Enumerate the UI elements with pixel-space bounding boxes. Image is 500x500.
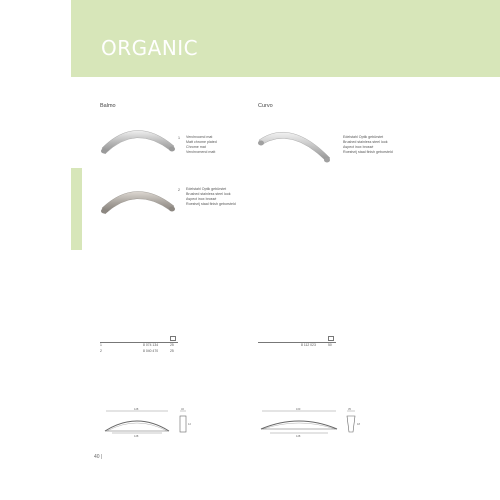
balmo-chrome-handle-image (98, 118, 178, 164)
table-cell: 25 (170, 349, 174, 353)
variant-description: Verchroomd mat Matt chrome plated Chrome mat Verchromend matt (186, 135, 217, 154)
section-title: ORGANIC (101, 36, 199, 60)
variant-number: 2 (178, 188, 180, 192)
section-header-band (71, 0, 500, 77)
table-cell: 8 112 023 (301, 343, 316, 347)
curvo-handle-image (255, 120, 335, 166)
table-cell: 25 (170, 343, 174, 347)
balmo-steel-handle-image (98, 180, 178, 226)
page-number: 40 | (94, 454, 103, 460)
dim-height-label: 12 (188, 423, 191, 426)
dim-length-label: 128 (134, 408, 139, 411)
dim-width-label: 128 (296, 435, 301, 438)
order-table-balmo (100, 333, 178, 359)
box-icon (328, 336, 334, 341)
variant-description: Edelstahl Optik gebürstet Brushed stainless steel look Aspect inox brossé Roestvrij staal finish geborsteld (186, 187, 236, 206)
table-cell: 50 (328, 343, 332, 347)
dim-length-label: 160 (296, 408, 301, 411)
product-name-balmo: Balmo (100, 103, 116, 109)
box-icon (170, 336, 176, 341)
curvo-technical-drawing (258, 405, 368, 440)
table-cell: 1 (100, 343, 102, 347)
order-table-curvo (258, 333, 336, 353)
variant-description: Edelstahl Optik gebürstet Brushed stainless steel look Aspect inox brossé Roestvrij staal finish geborsteld (343, 135, 393, 154)
dim-depth-label: 32 (181, 408, 184, 411)
table-cell: 2 (100, 349, 102, 353)
variant-number: 1 (178, 136, 180, 140)
product-name-curvo: Curvo (258, 103, 273, 109)
balmo-technical-drawing (100, 405, 200, 440)
side-color-tab (71, 168, 82, 250)
table-cell: 8 040 470 (143, 349, 159, 353)
table-cell: 8 074 134 (143, 343, 159, 347)
dim-width-label: 128 (134, 435, 139, 438)
dim-height-label: 18 (357, 423, 360, 426)
dim-depth-label: 35 (348, 408, 351, 411)
